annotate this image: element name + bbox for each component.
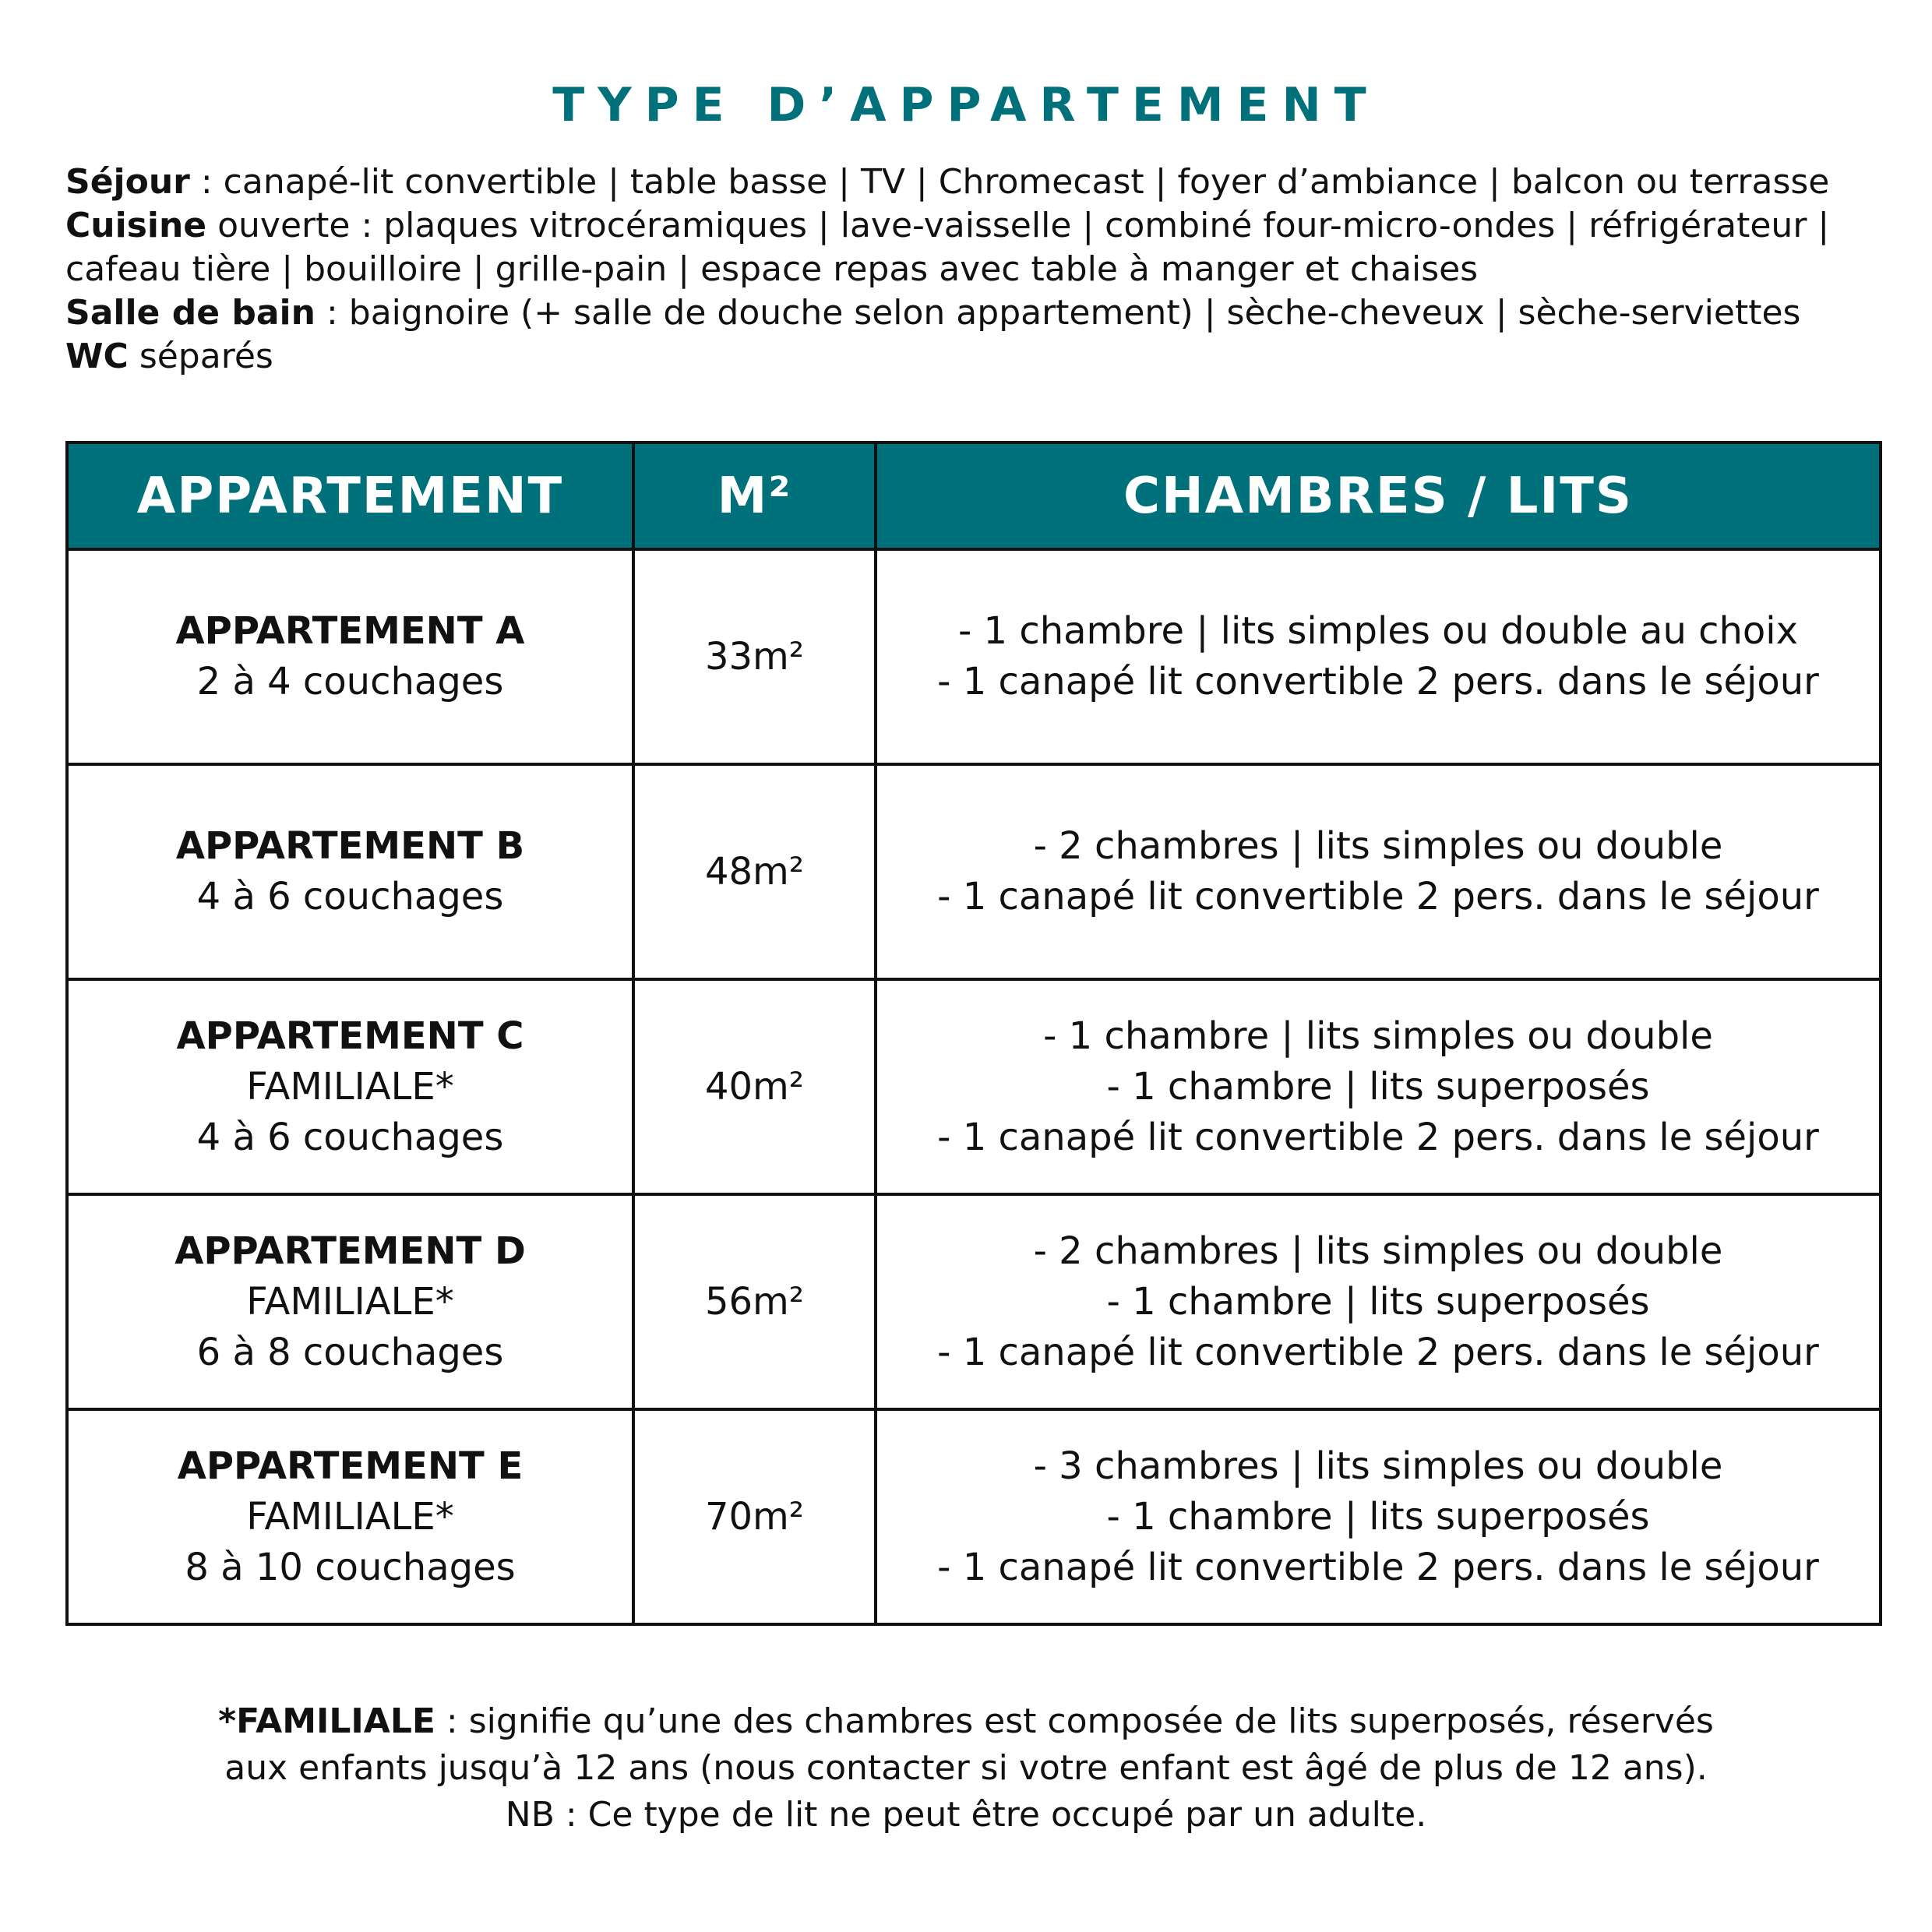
apartment-detail: 8 à 10 couchages — [185, 1545, 516, 1589]
apartment-detail: 4 à 6 couchages — [196, 1115, 504, 1159]
table-header-row — [67, 442, 1881, 549]
apartment-name: APPARTEMENT D — [175, 1229, 526, 1273]
amenity-text: : baignoire (+ salle de douche selon appartement) | sèche-cheveux | sèche-serviettes — [315, 293, 1801, 333]
footnote-line: NB : Ce type de lit ne peut être occupé par un adulte. — [505, 1795, 1427, 1835]
area-cell: 48m² — [633, 764, 876, 979]
apartment-detail: 2 à 4 couchages — [196, 660, 504, 703]
room-line: - 3 chambres | lits simples ou double — [1033, 1444, 1723, 1488]
rooms-cell — [876, 764, 1881, 979]
amenity-label: WC — [65, 337, 129, 376]
apartment-name: APPARTEMENT B — [175, 824, 525, 868]
table-row — [67, 979, 1881, 1194]
column-header-surface: M² — [633, 442, 876, 549]
table-row — [67, 1194, 1881, 1409]
column-header-appartement: APPARTEMENT — [67, 442, 633, 549]
rooms-cell — [876, 1409, 1881, 1624]
column-header-chambres-lits: CHAMBRES / LITS — [876, 442, 1881, 549]
room-line: - 2 chambres | lits simples ou double — [1033, 1229, 1723, 1273]
room-line: - 1 canapé lit convertible 2 pers. dans le séjour — [937, 660, 1819, 703]
room-line: - 1 chambre | lits simples ou double au choix — [957, 609, 1799, 653]
rooms-cell — [876, 1194, 1881, 1409]
room-line: - 1 canapé lit convertible 2 pers. dans le séjour — [937, 1115, 1819, 1159]
amenity-text: ouverte : plaques vitrocéramiques | lave-vaisselle | combiné four-micro-ondes | réfrigérateur | — [206, 206, 1830, 245]
table-row — [67, 1409, 1881, 1624]
rooms-cell — [876, 979, 1881, 1194]
amenity-line-wc — [65, 335, 1873, 379]
apartment-detail: 6 à 8 couchages — [196, 1330, 504, 1374]
page-title: TYPE D’APPARTEMENT — [552, 78, 1380, 132]
footnote-text: : signifie qu’une des chambres est composée de lits superposés, réservés — [435, 1701, 1714, 1741]
room-line: - 1 chambre | lits superposés — [1106, 1279, 1650, 1324]
apartment-detail: FAMILIALE* — [246, 1494, 454, 1539]
amenity-label: Salle de bain — [65, 293, 316, 333]
room-line: - 1 chambre | lits superposés — [1106, 1494, 1650, 1539]
footnote-line: aux enfants jusqu’à 12 ans (nous contacter si votre enfant est âgé de plus de 12 ans). — [224, 1748, 1708, 1788]
table-row — [67, 764, 1881, 979]
amenity-line-cuisine — [65, 204, 1873, 248]
room-line: - 1 chambre | lits superposés — [1106, 1064, 1650, 1109]
apartment-name: APPARTEMENT C — [176, 1014, 524, 1058]
room-line: - 1 chambre | lits simples ou double — [1043, 1014, 1713, 1058]
apartment-name: APPARTEMENT E — [177, 1444, 524, 1488]
amenity-label: Séjour — [65, 162, 190, 202]
area-cell: 70m² — [633, 1409, 876, 1624]
room-line: - 1 canapé lit convertible 2 pers. dans le séjour — [937, 1545, 1819, 1589]
apartment-detail: FAMILIALE* — [246, 1279, 454, 1324]
apartment-cell — [67, 549, 633, 764]
apartment-cell — [67, 1194, 633, 1409]
rooms-cell — [876, 549, 1881, 764]
apartment-cell — [67, 979, 633, 1194]
area-cell: 40m² — [633, 979, 876, 1194]
amenity-line-cuisine-continued — [65, 248, 1873, 291]
apartment-detail: FAMILIALE* — [246, 1064, 454, 1109]
amenity-text: séparés — [128, 337, 273, 376]
amenity-line-salle-de-bain — [65, 291, 1873, 335]
room-line: - 2 chambres | lits simples ou double — [1033, 824, 1723, 868]
room-line: - 1 canapé lit convertible 2 pers. dans le séjour — [937, 875, 1819, 918]
apartment-table — [65, 441, 1882, 1626]
table-row — [67, 549, 1881, 764]
footnote-line — [0, 1698, 1932, 1745]
area-cell: 33m² — [633, 549, 876, 764]
amenity-line-sejour — [65, 160, 1873, 204]
apartment-detail: 4 à 6 couchages — [196, 875, 504, 918]
amenity-label: Cuisine — [65, 206, 207, 245]
footnote — [0, 1698, 1932, 1839]
room-line: - 1 canapé lit convertible 2 pers. dans le séjour — [937, 1330, 1819, 1374]
apartment-cell — [67, 764, 633, 979]
amenity-text: : canapé-lit convertible | table basse | TV | Chromecast | foyer d’ambiance | balcon ou terrasse — [189, 162, 1830, 202]
area-cell: 56m² — [633, 1194, 876, 1409]
amenity-text: cafeau tière | bouilloire | grille-pain | espace repas avec table à manger et chaises — [65, 249, 1479, 289]
apartment-name: APPARTEMENT A — [175, 609, 525, 653]
apartment-cell — [67, 1409, 633, 1624]
amenities-list — [65, 160, 1873, 379]
footnote-label: *FAMILIALE — [218, 1701, 435, 1741]
